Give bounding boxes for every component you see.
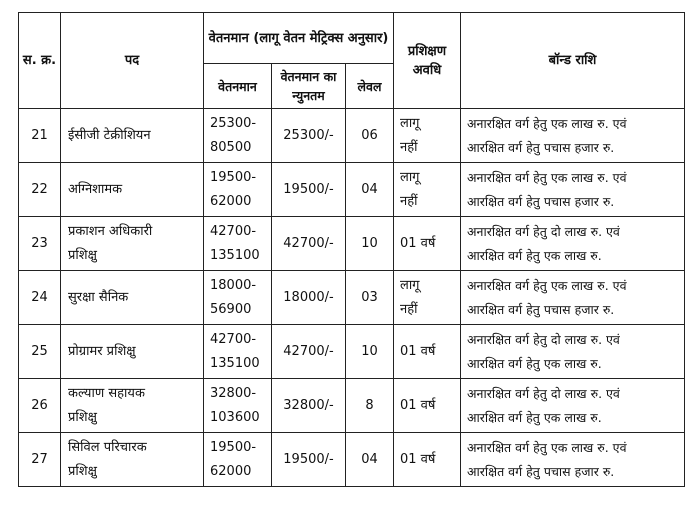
- header-pay-group: वेतनमान (लागू वेतन मेट्रिक्स अनुसार): [204, 13, 394, 64]
- cell-bond: [461, 325, 685, 379]
- cell-training: [394, 217, 461, 271]
- training-line: 01 वर्ष: [400, 235, 436, 251]
- header-serial: स. क्र.: [19, 13, 61, 109]
- bond-line: अनारक्षित वर्ग हेतु एक लाख रु. एवं: [467, 439, 627, 455]
- bond-line: अनारक्षित वर्ग हेतु एक लाख रु. एवं: [467, 115, 627, 131]
- training-line: 01 वर्ष: [400, 343, 436, 359]
- cell-level: 8: [346, 379, 394, 433]
- post-line: प्रशिक्षु: [68, 247, 97, 263]
- cell-post: [61, 433, 204, 487]
- bond-line: आरक्षित वर्ग हेतु पचास हजार रु.: [467, 463, 615, 479]
- cell-pay-min: 32800/-: [272, 379, 346, 433]
- cell-pay-min: 25300/-: [272, 109, 346, 163]
- pay-from: 25300-: [210, 115, 257, 131]
- cell-level: 03: [346, 271, 394, 325]
- cell-post: [61, 379, 204, 433]
- training-line: नहीं: [400, 301, 418, 317]
- post-line: प्रोग्रामर प्रशिक्षु: [68, 343, 136, 359]
- table-row: [19, 379, 685, 433]
- cell-pay-min: 19500/-: [272, 163, 346, 217]
- training-line: लागू: [400, 277, 420, 293]
- cell-post: [61, 271, 204, 325]
- pay-from: 42700-: [210, 331, 257, 347]
- post-line: सिविल परिचारक: [68, 439, 147, 455]
- pay-to: 80500: [210, 139, 252, 155]
- pay-to: 62000: [210, 463, 252, 479]
- pay-to: 103600: [210, 409, 260, 425]
- cell-serial: 26: [19, 379, 61, 433]
- header-post: पद: [61, 13, 204, 109]
- header-training: प्रशिक्षण अवधि: [394, 13, 461, 109]
- post-line: प्रकाशन अधिकारी: [68, 223, 153, 239]
- cell-bond: [461, 109, 685, 163]
- training-line: लागू: [400, 169, 420, 185]
- cell-level: 10: [346, 217, 394, 271]
- cell-post: [61, 217, 204, 271]
- pay-scale-table: [18, 12, 685, 487]
- cell-training: [394, 163, 461, 217]
- cell-level: 10: [346, 325, 394, 379]
- cell-bond: [461, 433, 685, 487]
- bond-line: अनारक्षित वर्ग हेतु एक लाख रु. एवं: [467, 277, 627, 293]
- header-bond: बॉन्ड राशि: [461, 13, 685, 109]
- cell-serial: 27: [19, 433, 61, 487]
- cell-training: [394, 109, 461, 163]
- bond-line: आरक्षित वर्ग हेतु एक लाख रु.: [467, 409, 602, 425]
- post-line: सुरक्षा सैनिक: [68, 289, 129, 305]
- cell-training: [394, 271, 461, 325]
- pay-to: 62000: [210, 193, 252, 209]
- table-row: [19, 433, 685, 487]
- bond-line: आरक्षित वर्ग हेतु पचास हजार रु.: [467, 193, 615, 209]
- training-line: 01 वर्ष: [400, 397, 436, 413]
- cell-pay-scale: [204, 217, 272, 271]
- pay-from: 42700-: [210, 223, 257, 239]
- cell-serial: 24: [19, 271, 61, 325]
- bond-line: अनारक्षित वर्ग हेतु एक लाख रु. एवं: [467, 169, 627, 185]
- table-row: [19, 109, 685, 163]
- header-pay-scale: वेतनमान: [204, 64, 272, 109]
- cell-pay-scale: [204, 163, 272, 217]
- cell-serial: 21: [19, 109, 61, 163]
- pay-from: 32800-: [210, 385, 257, 401]
- cell-training: [394, 379, 461, 433]
- pay-to: 56900: [210, 301, 252, 317]
- post-line: अग्निशामक: [68, 181, 123, 197]
- cell-pay-min: 19500/-: [272, 433, 346, 487]
- bond-line: आरक्षित वर्ग हेतु पचास हजार रु.: [467, 139, 615, 155]
- cell-post: [61, 163, 204, 217]
- training-line: नहीं: [400, 139, 418, 155]
- cell-serial: 23: [19, 217, 61, 271]
- cell-bond: [461, 379, 685, 433]
- cell-training: [394, 325, 461, 379]
- bond-line: अनारक्षित वर्ग हेतु दो लाख रु. एवं: [467, 385, 620, 401]
- cell-pay-min: 18000/-: [272, 271, 346, 325]
- post-line: प्रशिक्षु: [68, 463, 97, 479]
- post-line: प्रशिक्षु: [68, 409, 97, 425]
- bond-line: आरक्षित वर्ग हेतु एक लाख रु.: [467, 247, 602, 263]
- header-pay-min: वेतनमान का न्युनतम: [272, 64, 346, 109]
- cell-post: [61, 325, 204, 379]
- cell-pay-scale: [204, 271, 272, 325]
- pay-to: 135100: [210, 355, 260, 371]
- cell-training: [394, 433, 461, 487]
- bond-line: अनारक्षित वर्ग हेतु दो लाख रु. एवं: [467, 331, 620, 347]
- training-line: 01 वर्ष: [400, 451, 436, 467]
- cell-pay-scale: [204, 325, 272, 379]
- cell-level: 04: [346, 163, 394, 217]
- table-row: [19, 163, 685, 217]
- cell-bond: [461, 271, 685, 325]
- pay-from: 19500-: [210, 439, 257, 455]
- cell-level: 04: [346, 433, 394, 487]
- cell-level: 06: [346, 109, 394, 163]
- bond-line: आरक्षित वर्ग हेतु एक लाख रु.: [467, 355, 602, 371]
- header-level: लेवल: [346, 64, 394, 109]
- cell-serial: 22: [19, 163, 61, 217]
- cell-post: [61, 109, 204, 163]
- header-row: [19, 13, 685, 64]
- pay-to: 135100: [210, 247, 260, 263]
- table-row: [19, 271, 685, 325]
- training-line: नहीं: [400, 193, 418, 209]
- post-line: ईसीजी टेक्रीशियन: [68, 127, 151, 143]
- pay-from: 19500-: [210, 169, 257, 185]
- cell-pay-scale: [204, 109, 272, 163]
- cell-pay-min: 42700/-: [272, 325, 346, 379]
- cell-bond: [461, 163, 685, 217]
- bond-line: अनारक्षित वर्ग हेतु दो लाख रु. एवं: [467, 223, 620, 239]
- pay-from: 18000-: [210, 277, 257, 293]
- table-row: [19, 325, 685, 379]
- training-line: लागू: [400, 115, 420, 131]
- cell-pay-scale: [204, 379, 272, 433]
- cell-bond: [461, 217, 685, 271]
- bond-line: आरक्षित वर्ग हेतु पचास हजार रु.: [467, 301, 615, 317]
- cell-pay-min: 42700/-: [272, 217, 346, 271]
- table-row: [19, 217, 685, 271]
- cell-serial: 25: [19, 325, 61, 379]
- post-line: कल्याण सहायक: [68, 385, 145, 401]
- cell-pay-scale: [204, 433, 272, 487]
